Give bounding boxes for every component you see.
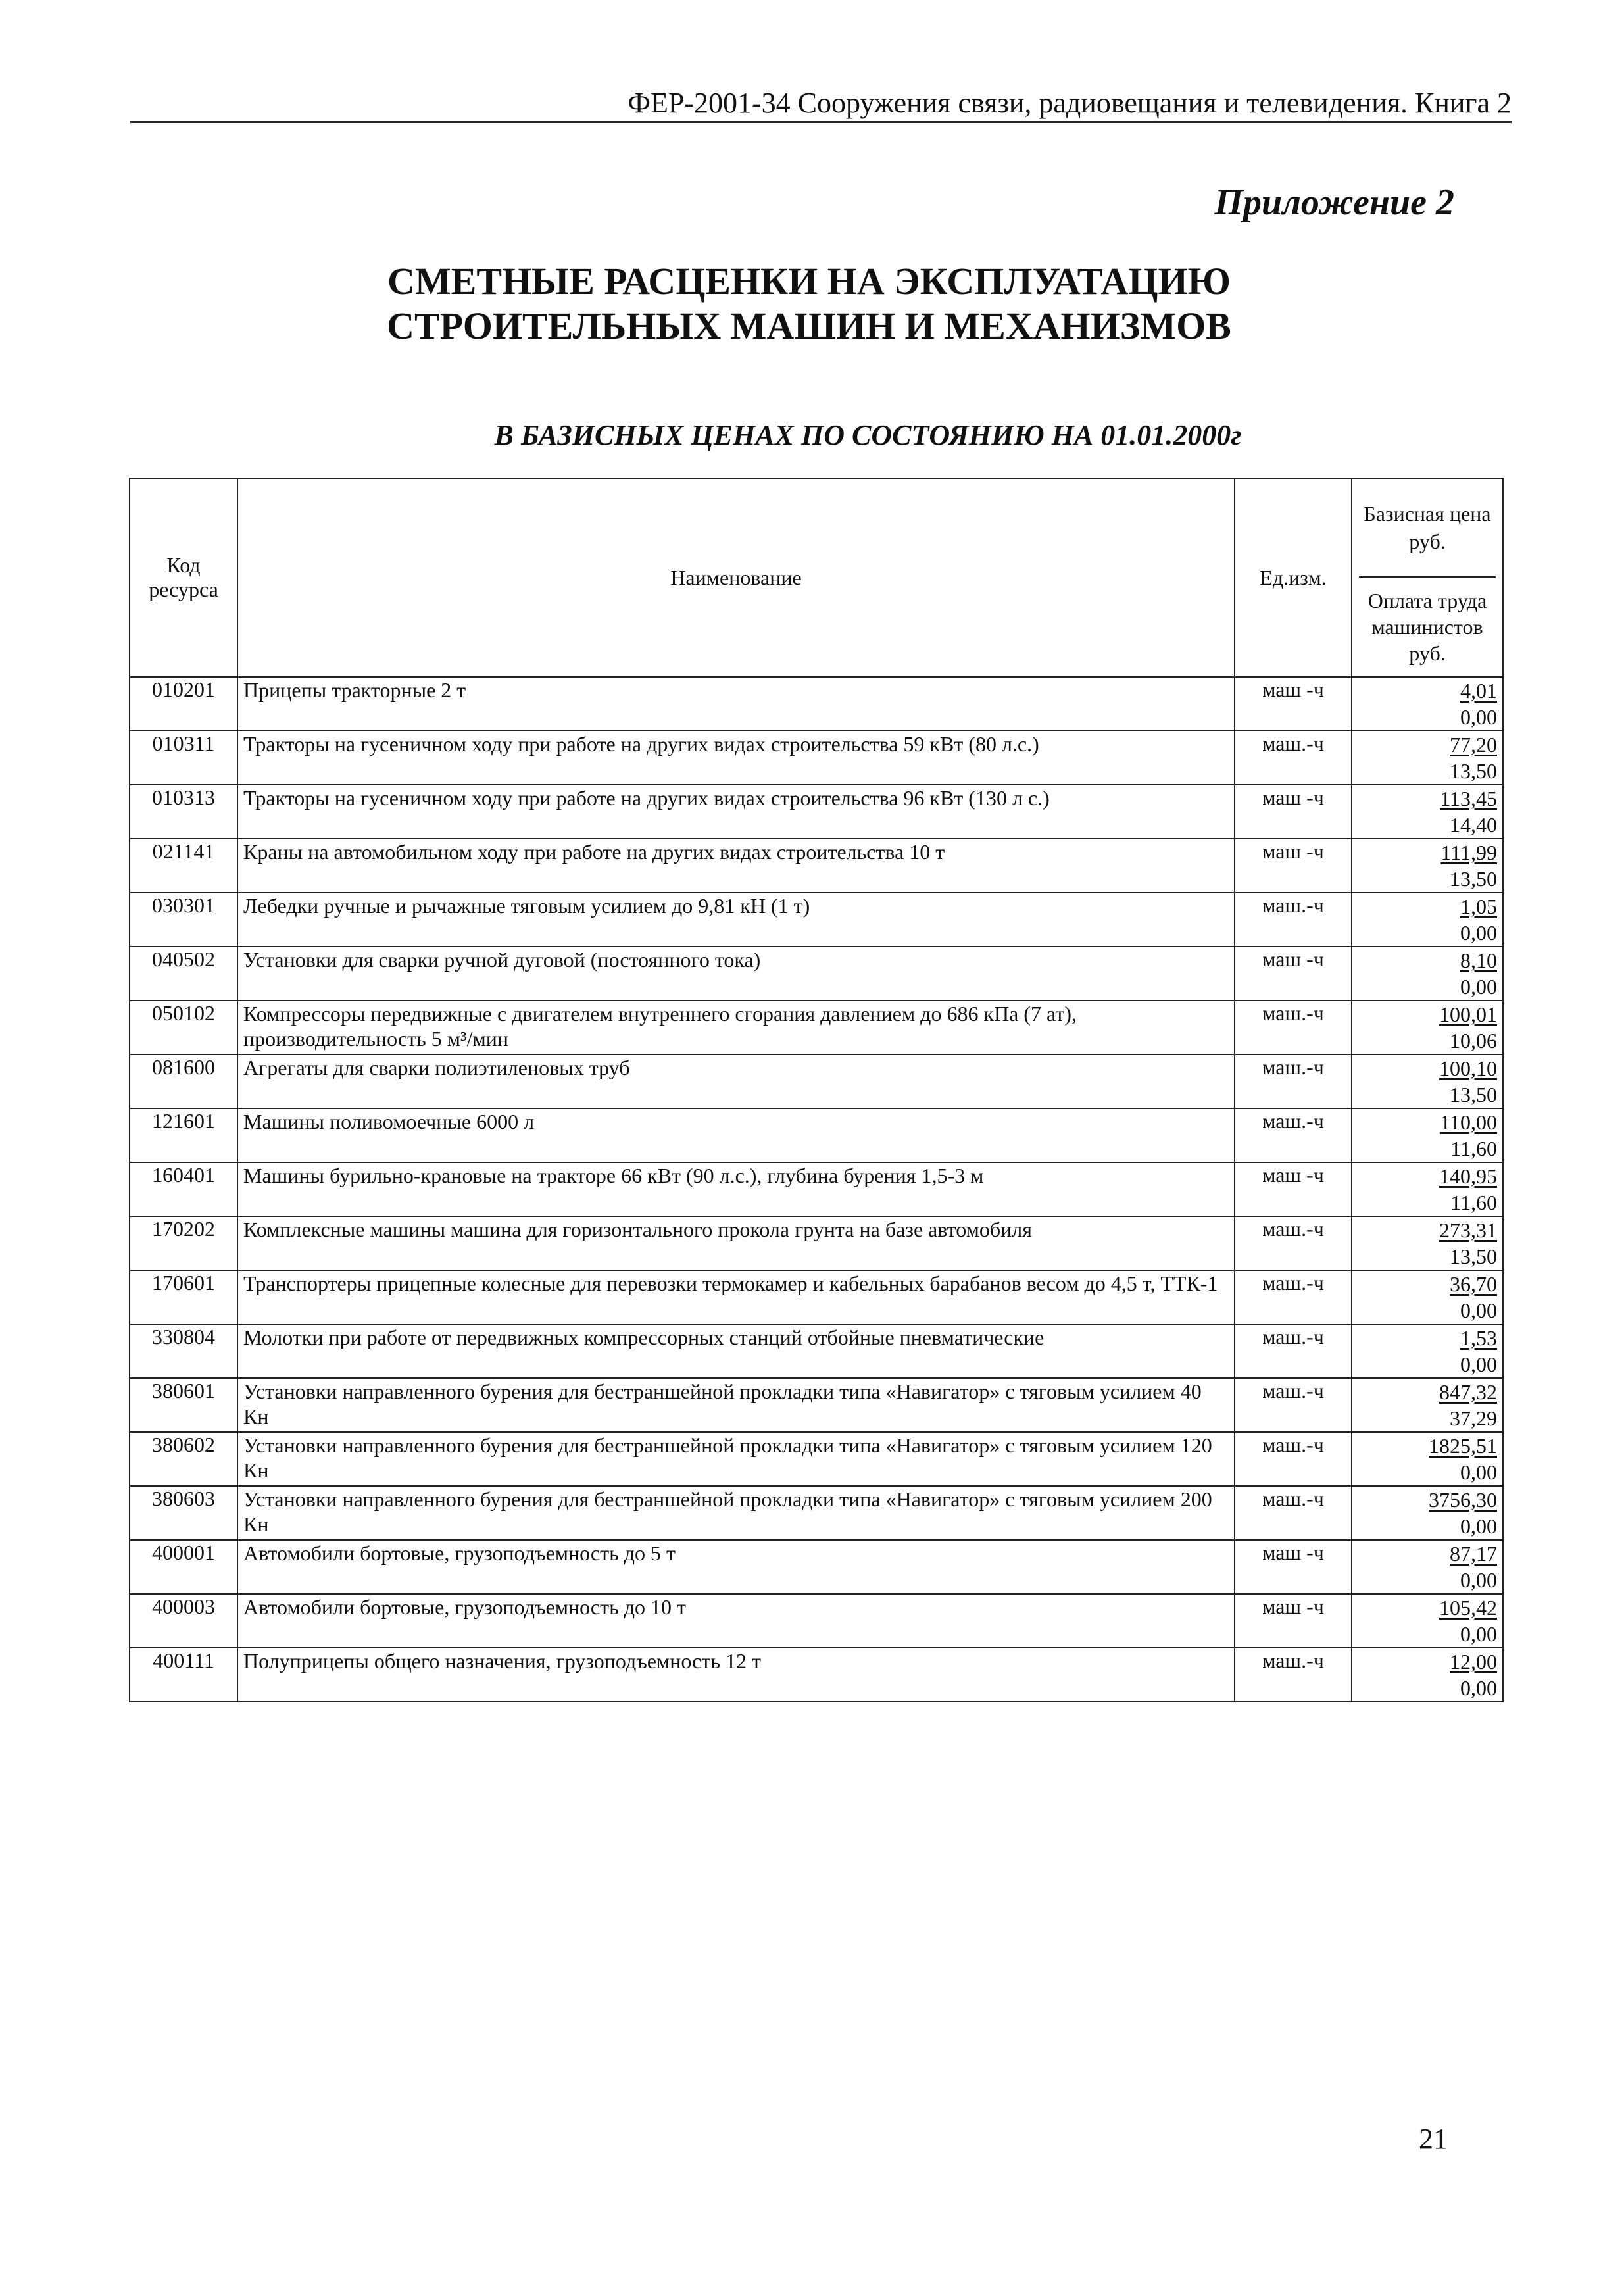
table-row [130, 1162, 1503, 1216]
resource-code-cell: 400111 [130, 1648, 237, 1702]
labor-pay-value: 14,40 [1450, 813, 1497, 837]
base-price-value: 77,20 [1450, 733, 1497, 756]
labor-pay-value: 13,50 [1450, 759, 1497, 783]
labor-pay-value: 13,50 [1450, 1083, 1497, 1106]
table-row [130, 1216, 1503, 1270]
table-row [130, 1378, 1503, 1432]
unit-cell: маш.-ч [1235, 1054, 1352, 1108]
labor-pay-value: 0,00 [1460, 1460, 1497, 1484]
table-row [130, 1594, 1503, 1648]
resource-code-cell: 030301 [130, 893, 237, 947]
resource-name-cell: Машины поливомоечные 6000 л [237, 1108, 1235, 1162]
table-row [130, 785, 1503, 839]
price-cell [1352, 839, 1503, 893]
resource-code-cell: 010313 [130, 785, 237, 839]
appendix-label: Приложение 2 [1214, 182, 1454, 223]
resource-code-cell: 380602 [130, 1432, 237, 1486]
unit-cell: маш.-ч [1235, 1648, 1352, 1702]
resource-code-cell: 170601 [130, 1270, 237, 1324]
table-header-row [130, 478, 1503, 677]
table-row [130, 893, 1503, 947]
base-price-value: 113,45 [1440, 787, 1497, 810]
table-row [130, 677, 1503, 731]
base-price-value: 273,31 [1439, 1218, 1497, 1242]
labor-pay-value: 13,50 [1450, 1245, 1497, 1268]
base-price-value: 110,00 [1440, 1110, 1497, 1134]
resource-name-cell: Автомобили бортовые, грузоподъемность до 5 т [237, 1540, 1235, 1594]
title-line-1: СМЕТНЫЕ РАСЦЕНКИ НА ЭКСПЛУАТАЦИЮ [387, 260, 1231, 303]
labor-pay-value: 11,60 [1450, 1191, 1497, 1214]
table-row [130, 1432, 1503, 1486]
unit-cell: маш.-ч [1235, 1216, 1352, 1270]
price-cell [1352, 785, 1503, 839]
labor-pay-value: 11,60 [1450, 1137, 1497, 1160]
table-body [130, 677, 1503, 1702]
base-price-value: 140,95 [1439, 1164, 1497, 1188]
labor-pay-value: 0,00 [1460, 1299, 1497, 1322]
base-price-value: 1825,51 [1429, 1434, 1497, 1458]
price-cell [1352, 1162, 1503, 1216]
title-line-2: СТРОИТЕЛЬНЫХ МАШИН И МЕХАНИЗМОВ [387, 305, 1231, 347]
labor-pay-value: 0,00 [1460, 1676, 1497, 1700]
table-row [130, 1486, 1503, 1540]
header-price [1352, 478, 1503, 677]
price-cell [1352, 1378, 1503, 1432]
labor-pay-value: 0,00 [1460, 1352, 1497, 1376]
resource-code-cell: 010311 [130, 731, 237, 785]
resource-name-cell: Автомобили бортовые, грузоподъемность до 10 т [237, 1594, 1235, 1648]
unit-cell: маш.-ч [1235, 1108, 1352, 1162]
resource-name-cell: Комплексные машины машина для горизонтального прокола грунта на базе автомобиля [237, 1216, 1235, 1270]
labor-pay-value: 0,00 [1460, 1514, 1497, 1538]
labor-pay-value: 0,00 [1460, 1568, 1497, 1592]
resource-name-cell: Компрессоры передвижные с двигателем внутреннего сгорания давлением до 686 кПа (7 ат), производительность 5 м³/мин [237, 1001, 1235, 1054]
resource-name-cell: Полуприцепы общего назначения, грузоподъемность 12 т [237, 1648, 1235, 1702]
labor-pay-value: 13,50 [1450, 867, 1497, 891]
resource-code-cell: 010201 [130, 677, 237, 731]
resource-code-cell: 380603 [130, 1486, 237, 1540]
base-price-value: 3756,30 [1429, 1488, 1497, 1512]
base-price-value: 36,70 [1450, 1272, 1497, 1296]
price-cell [1352, 1432, 1503, 1486]
labor-pay-value: 0,00 [1460, 1622, 1497, 1646]
subtitle [0, 418, 1624, 452]
unit-cell: маш.-ч [1235, 1378, 1352, 1432]
table-row [130, 839, 1503, 893]
price-cell [1352, 1540, 1503, 1594]
base-price-value: 100,01 [1439, 1003, 1497, 1026]
resource-code-cell: 021141 [130, 839, 237, 893]
table-row [130, 1270, 1503, 1324]
resource-code-cell: 050102 [130, 1001, 237, 1054]
table-row [130, 1324, 1503, 1378]
page-number: 21 [1419, 2123, 1448, 2155]
labor-pay-value: 0,00 [1460, 975, 1497, 999]
base-price-value: 12,00 [1450, 1650, 1497, 1673]
resource-code-cell: 081600 [130, 1054, 237, 1108]
subtitle-text: В БАЗИСНЫХ ЦЕНАХ ПО СОСТОЯНИЮ НА 01.01.2000г [494, 419, 1242, 451]
base-price-value: 8,10 [1460, 949, 1497, 972]
unit-cell: маш -ч [1235, 1540, 1352, 1594]
price-cell [1352, 1270, 1503, 1324]
unit-cell: маш -ч [1235, 1162, 1352, 1216]
labor-pay-value: 10,06 [1450, 1029, 1497, 1052]
resource-name-cell: Установки направленного бурения для бестраншейной прокладки типа «Навигатор» с тяговым усилием 120 Кн [237, 1432, 1235, 1486]
resource-code-cell: 380601 [130, 1378, 237, 1432]
header-unit: Ед.изм. [1235, 478, 1352, 677]
base-price-value: 4,01 [1460, 679, 1497, 703]
header-base-price: Базисная цена руб. [1359, 479, 1496, 578]
resource-name-cell: Лебедки ручные и рычажные тяговым усилием до 9,81 кН (1 т) [237, 893, 1235, 947]
resource-code-cell: 400003 [130, 1594, 237, 1648]
base-price-value: 100,10 [1439, 1056, 1497, 1080]
labor-pay-value: 0,00 [1460, 705, 1497, 729]
table-row [130, 947, 1503, 1001]
header-name: Наименование [237, 478, 1235, 677]
table-row [130, 1054, 1503, 1108]
resource-name-cell: Прицепы тракторные 2 т [237, 677, 1235, 731]
resource-table [129, 478, 1504, 1702]
price-cell [1352, 1486, 1503, 1540]
labor-pay-value: 0,00 [1460, 921, 1497, 945]
unit-cell: маш -ч [1235, 785, 1352, 839]
header-labor-pay: Оплата труда машинистов руб. [1367, 589, 1487, 665]
resource-code-cell: 400001 [130, 1540, 237, 1594]
table-row [130, 1648, 1503, 1702]
resource-name-cell: Агрегаты для сварки полиэтиленовых труб [237, 1054, 1235, 1108]
price-cell [1352, 1108, 1503, 1162]
labor-pay-value: 37,29 [1450, 1406, 1497, 1430]
base-price-value: 847,32 [1439, 1380, 1497, 1404]
price-cell [1352, 1216, 1503, 1270]
price-cell [1352, 1648, 1503, 1702]
unit-cell: маш.-ч [1235, 1001, 1352, 1054]
page-title [0, 259, 1624, 349]
resource-name-cell: Установки направленного бурения для бестраншейной прокладки типа «Навигатор» с тяговым усилием 40 Кн [237, 1378, 1235, 1432]
resource-code-cell: 040502 [130, 947, 237, 1001]
table-row [130, 731, 1503, 785]
resource-code-cell: 160401 [130, 1162, 237, 1216]
price-cell [1352, 1054, 1503, 1108]
unit-cell: маш.-ч [1235, 893, 1352, 947]
price-cell [1352, 731, 1503, 785]
unit-cell: маш.-ч [1235, 1270, 1352, 1324]
resource-name-cell: Тракторы на гусеничном ходу при работе на других видах строительства 96 кВт (130 л с.) [237, 785, 1235, 839]
resource-name-cell: Транспортеры прицепные колесные для перевозки термокамер и кабельных барабанов весом до 4,5 т, ТТК-1 [237, 1270, 1235, 1324]
base-price-value: 111,99 [1440, 841, 1497, 864]
unit-cell: маш -ч [1235, 839, 1352, 893]
price-cell [1352, 677, 1503, 731]
unit-cell: маш -ч [1235, 947, 1352, 1001]
resource-name-cell: Краны на автомобильном ходу при работе на других видах строительства 10 т [237, 839, 1235, 893]
unit-cell: маш -ч [1235, 677, 1352, 731]
resource-name-cell: Тракторы на гусеничном ходу при работе на других видах строительства 59 кВт (80 л.с.) [237, 731, 1235, 785]
table-row [130, 1001, 1503, 1054]
resource-name-cell: Установки направленного бурения для бестраншейной прокладки типа «Навигатор» с тяговым усилием 200 Кн [237, 1486, 1235, 1540]
unit-cell: маш.-ч [1235, 1432, 1352, 1486]
base-price-value: 105,42 [1439, 1596, 1497, 1620]
unit-cell: маш.-ч [1235, 1486, 1352, 1540]
resource-name-cell: Установки для сварки ручной дуговой (постоянного тока) [237, 947, 1235, 1001]
price-cell [1352, 893, 1503, 947]
unit-cell: маш -ч [1235, 1594, 1352, 1648]
price-cell [1352, 1324, 1503, 1378]
table-row [130, 1108, 1503, 1162]
base-price-value: 87,17 [1450, 1542, 1497, 1566]
unit-cell: маш.-ч [1235, 1324, 1352, 1378]
resource-code-cell: 330804 [130, 1324, 237, 1378]
base-price-value: 1,53 [1460, 1326, 1497, 1350]
price-cell [1352, 1001, 1503, 1054]
resource-name-cell: Машины бурильно-крановые на тракторе 66 кВт (90 л.с.), глубина бурения 1,5-3 м [237, 1162, 1235, 1216]
table-row [130, 1540, 1503, 1594]
resource-code-cell: 121601 [130, 1108, 237, 1162]
running-header: ФЕР-2001-34 Сооружения связи, радиовещания и телевидения. Книга 2 [130, 86, 1512, 123]
base-price-value: 1,05 [1460, 895, 1497, 918]
price-cell [1352, 947, 1503, 1001]
resource-code-cell: 170202 [130, 1216, 237, 1270]
unit-cell: маш.-ч [1235, 731, 1352, 785]
price-cell [1352, 1594, 1503, 1648]
header-code: Код ресурса [130, 478, 237, 677]
resource-name-cell: Молотки при работе от передвижных компрессорных станций отбойные пневматические [237, 1324, 1235, 1378]
